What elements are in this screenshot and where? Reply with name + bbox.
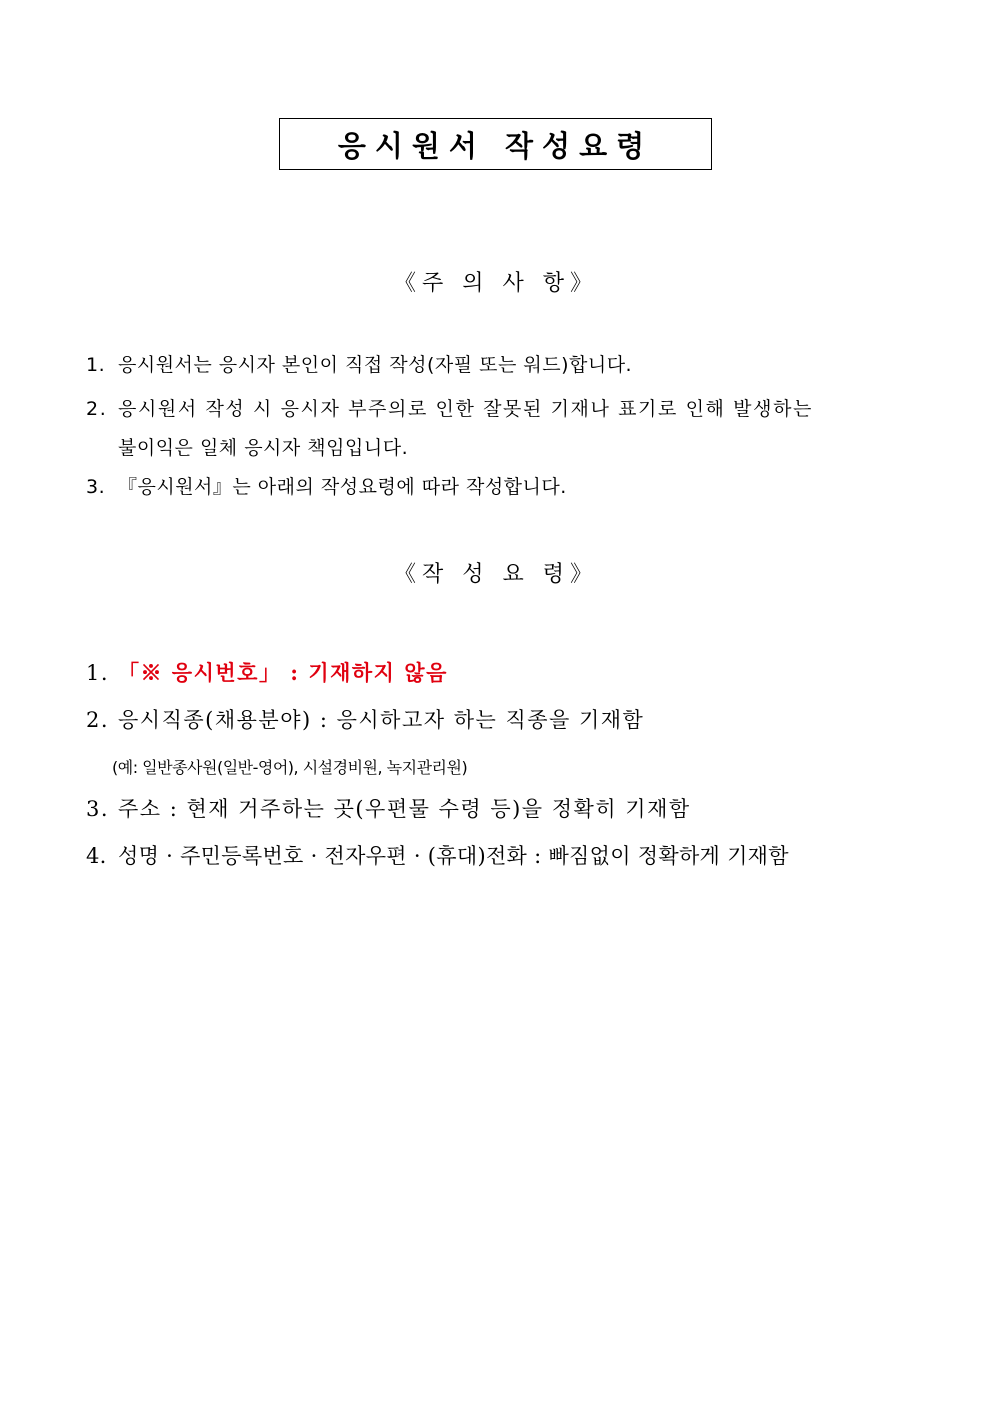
item-text: 『응시원서』는 아래의 작성요령에 따라 작성합니다.	[118, 476, 567, 498]
item-text: 응시원서 작성 시 응시자 부주의로 인한 잘못된 기재나 표기로 인해 발생하는	[118, 398, 813, 420]
notice-item-3	[86, 472, 567, 499]
item-text: 성명 · 주민등록번호 · 전자우편 · (휴대)전화 : 빠짐없이 정확하게 기재함	[118, 844, 789, 868]
page-title: 응시원서 작성요령	[279, 118, 712, 170]
guide-item-2	[86, 704, 644, 734]
guide-item-1	[86, 657, 448, 687]
item-number: 1.	[86, 354, 106, 376]
item-number: 4.	[86, 844, 107, 868]
item-text: 응시원서는 응시자 본인이 직접 작성(자필 또는 워드)합니다.	[118, 354, 633, 376]
notice-item-2	[86, 394, 813, 421]
item-text: 주소 : 현재 거주하는 곳(우편물 수령 등)을 정확히 기재함	[118, 797, 691, 821]
guide-item-2-example: (예: 일반종사원(일반-영어), 시설경비원, 녹지관리원)	[112, 758, 468, 777]
item-number: 2.	[86, 398, 108, 420]
notice-item-2-continued: 불이익은 일체 응시자 책임입니다.	[118, 437, 409, 459]
guide-item-4	[86, 840, 789, 870]
item-number: 3.	[86, 797, 110, 821]
guide-item-3	[86, 793, 691, 823]
guide-heading: 《작 성 요 령》	[394, 562, 598, 587]
item-text-highlighted: 「※ 응시번호」 : 기재하지 않음	[118, 660, 448, 685]
notice-heading: 《주 의 사 항》	[394, 271, 598, 296]
item-number: 1.	[86, 661, 110, 685]
item-number: 2.	[86, 708, 110, 732]
item-number: 3.	[86, 476, 106, 498]
notice-item-1	[86, 350, 632, 377]
item-text: 응시직종(채용분야) : 응시하고자 하는 직종을 기재함	[118, 708, 645, 732]
